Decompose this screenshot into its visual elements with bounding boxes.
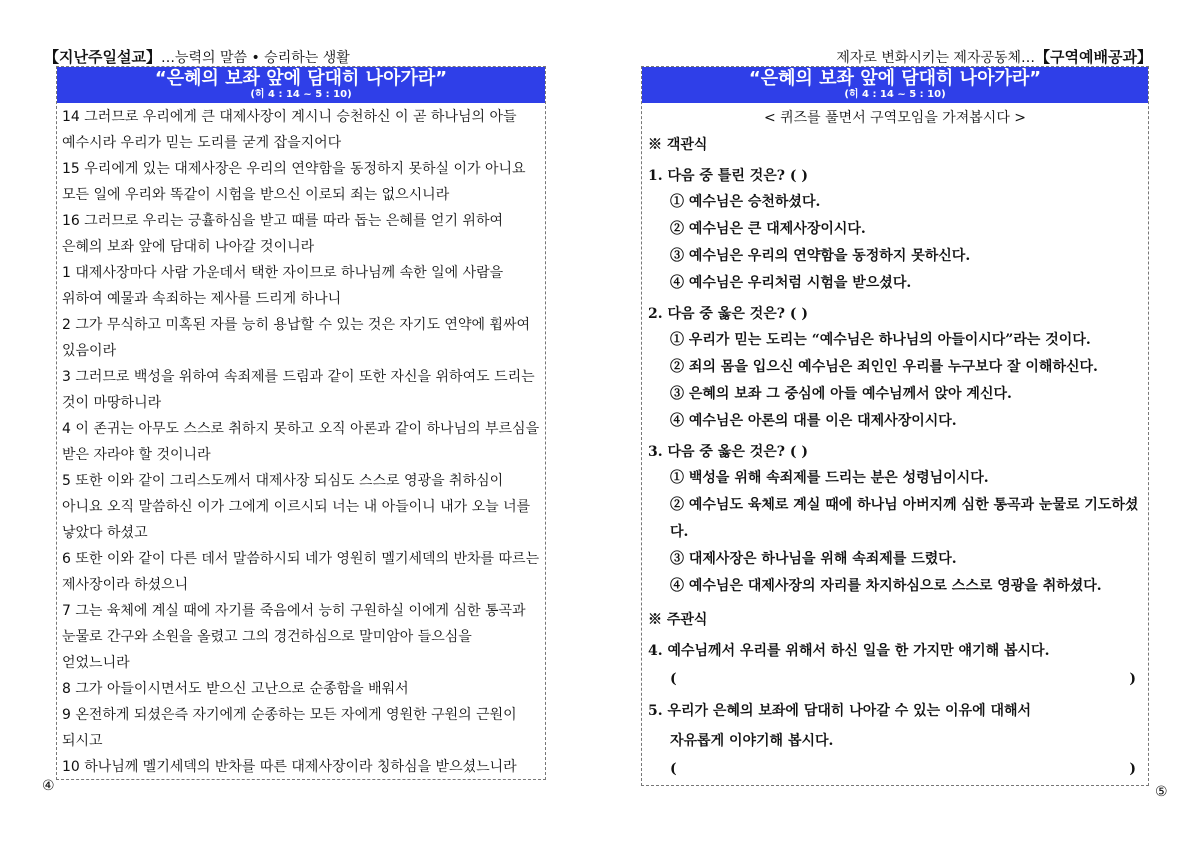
verse-item: 8 그가 아들이시면서도 받으신 고난으로 순종함을 배워서 — [62, 681, 409, 697]
verse-item: 9 온전하게 되셨은즉 자기에게 순종하는 모든 자에게 영원한 구원의 근원이 되시고 — [62, 707, 517, 749]
page-number-left: ④ — [42, 778, 55, 794]
verse-item: 5 또한 이와 같이 그리스도께서 대제사장 되심도 스스로 영광을 취하심이 아니요 오직 말씀하신 이가 그에게 이르시되 너는 내 아들이니 내가 오늘 너를 낳았다 하셨고 — [62, 473, 531, 541]
verse-list — [57, 103, 545, 780]
q1-option: ① 예수님은 승천하셨다. — [670, 194, 821, 210]
verse-item: 14 그러므로 우리에게 큰 대제사장이 계시니 승천하신 이 곧 하나님의 아들 예수시라 우리가 믿는 도리를 굳게 잡을지어다 — [62, 109, 517, 151]
quiz-banner — [642, 67, 1148, 103]
q1-option: ③ 예수님은 우리의 연약함을 동정하지 못하신다. — [670, 248, 971, 264]
q3-option: ② 예수님도 육체로 계실 때에 하나님 아버지께 심한 통곡과 눈물로 기도하셨다. — [670, 497, 1139, 540]
q3-option: ④ 예수님은 대제사장의 자리를 차지하심으로 스스로 영광을 취하셨다. — [670, 578, 1102, 594]
answer-blank-4[interactable] — [648, 664, 1142, 694]
page-number-right: ⑤ — [1155, 784, 1168, 800]
scripture-reference: (히 4 : 14 ~ 5 : 10) — [250, 89, 352, 100]
blank-close: ) — [1129, 761, 1136, 777]
q3-option: ① 백성을 위해 속죄제를 드리는 분은 성령님이시다. — [670, 470, 989, 486]
objective-label: ※ 객관식 — [648, 137, 708, 153]
left-header-text: …능력의 말씀 • 승리하는 생활 — [160, 50, 350, 66]
scripture-title: “은혜의 보좌 앞에 담대히 나아가라” — [154, 68, 448, 89]
q1-option: ② 예수님은 큰 대제사장이시다. — [670, 221, 866, 237]
subjective-label: ※ 주관식 — [648, 612, 708, 628]
question-5-line2: 자유롭게 이야기해 봅시다. — [670, 733, 834, 749]
q1-option: ④ 예수님은 우리처럼 시험을 받으셨다. — [670, 275, 912, 291]
q2-option: ④ 예수님은 아론의 대를 이은 대제사장이시다. — [670, 413, 957, 429]
quiz-intro: < 퀴즈를 풀면서 구역모임을 가져봅시다 > — [763, 110, 1027, 126]
q2-option: ③ 은혜의 보좌 그 중심에 아들 예수님께서 앉아 계신다. — [670, 386, 1012, 402]
blank-open: ( — [670, 761, 677, 777]
verse-item: 2 그가 무식하고 미혹된 자를 능히 용납할 수 있는 것은 자기도 연약에 휩싸여 있음이라 — [62, 317, 531, 359]
question-2: 2. 다음 중 옳은 것은? ( ) — [648, 306, 808, 322]
quiz-reference: (히 4 : 14 ~ 5 : 10) — [844, 89, 946, 100]
q2-option: ② 죄의 몸을 입으신 예수님은 죄인인 우리를 누구보다 잘 이해하신다. — [670, 359, 1098, 375]
blank-open: ( — [670, 671, 677, 687]
verse-item: 7 그는 육체에 계실 때에 자기를 죽음에서 능히 구원하실 이에게 심한 통곡과 눈물로 간구와 소원을 올렸고 그의 경건하심으로 말미암아 들으심을 얻었느니라 — [62, 603, 526, 671]
verse-item: 3 그러므로 백성을 위하여 속죄제를 드림과 같이 또한 자신을 위하여도 드리는 것이 마땅하니라 — [62, 369, 535, 411]
quiz-panel — [641, 66, 1149, 786]
verse-item: 15 우리에게 있는 대제사장은 우리의 연약함을 동정하지 못하실 이가 아니요 모든 일에 우리와 똑같이 시험을 받으신 이로되 죄는 없으시니라 — [62, 161, 526, 203]
question-1: 1. 다음 중 틀린 것은? ( ) — [648, 168, 808, 184]
scripture-panel — [56, 66, 546, 780]
answer-blank-5[interactable] — [648, 754, 1142, 784]
question-5: 5. 우리가 은혜의 보좌에 담대히 나아갈 수 있는 이유에 대해서 — [648, 703, 1032, 719]
quiz-title: “은혜의 보좌 앞에 담대히 나아가라” — [748, 68, 1042, 89]
question-3: 3. 다음 중 옳은 것은? ( ) — [648, 444, 808, 460]
verse-item: 10 하나님께 멜기세덱의 반차를 따른 대제사장이라 칭하심을 받으셨느니라 — [62, 759, 517, 775]
q2-option: ① 우리가 믿는 도리는 “예수님은 하나님의 아들이시다”라는 것이다. — [670, 332, 1091, 348]
right-header-text: 제자로 변화시키는 제자공동체… — [836, 50, 1036, 66]
left-header — [44, 46, 350, 67]
question-4: 4. 예수님께서 우리를 위해서 하신 일을 한 가지만 얘기해 봅시다. — [648, 643, 1050, 659]
right-header-tag: 【구역예배공과】 — [1035, 48, 1152, 66]
left-header-tag: 【지난주일설교】 — [44, 48, 161, 66]
q3-option: ③ 대제사장은 하나님을 위해 속죄제를 드렸다. — [670, 551, 957, 567]
verse-item: 6 또한 이와 같이 다른 데서 말씀하시되 네가 영원히 멜기세덱의 반차를 따르는 제사장이라 하셨으니 — [62, 551, 540, 593]
scripture-banner — [57, 67, 545, 103]
verse-item: 4 이 존귀는 아무도 스스로 취하지 못하고 오직 아론과 같이 하나님의 부르심을 받은 자라야 할 것이니라 — [62, 421, 540, 463]
right-header — [836, 46, 1152, 67]
quiz-body — [642, 105, 1148, 784]
verse-item: 1 대제사장마다 사람 가운데서 택한 자이므로 하나님께 속한 일에 사람을 위하여 예물과 속죄하는 제사를 드리게 하나니 — [62, 265, 504, 307]
verse-item: 16 그러므로 우리는 긍휼하심을 받고 때를 따라 돕는 은혜를 얻기 위하여 은혜의 보좌 앞에 담대히 나아갈 것이니라 — [62, 213, 503, 255]
blank-close: ) — [1129, 671, 1136, 687]
